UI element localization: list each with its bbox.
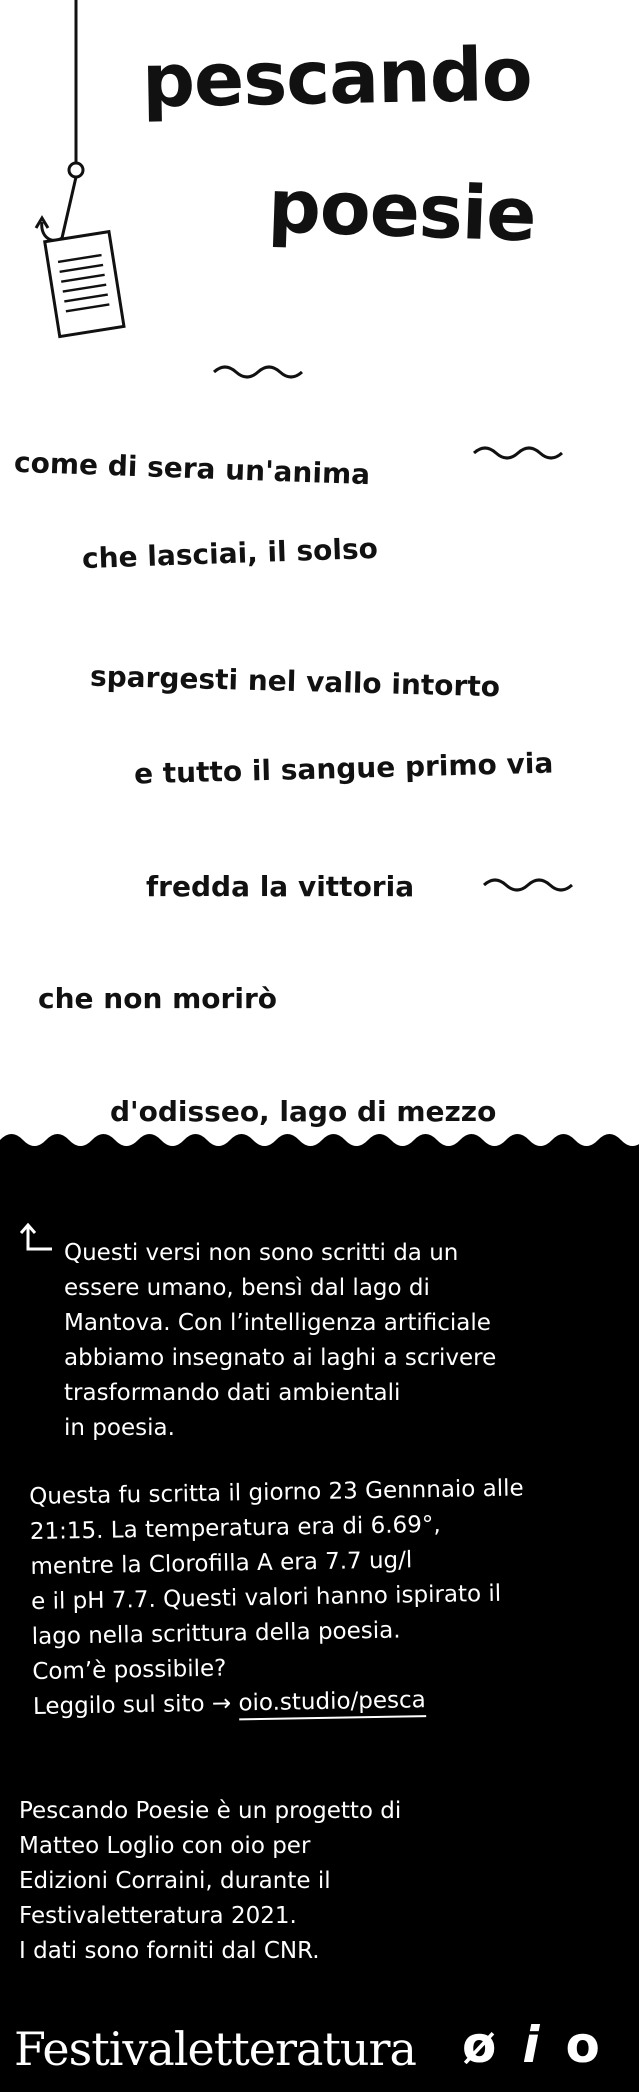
poem-line: fredda la vittoria	[146, 870, 415, 903]
poem-line: e tutto il sangue primo via	[133, 746, 554, 791]
credits-text: Pescando Poesie è un progetto di Matteo Loglio con oio per Edizioni Corraini, durante il Festivaletteratura 2021. I dati sono forniti dal CNR.	[19, 1798, 402, 1964]
poem-line: che non morirò	[38, 982, 277, 1015]
oio-logo: ø i o	[462, 2016, 600, 2074]
title-line-2: poesie	[266, 163, 538, 259]
festivaletteratura-logo: Festivaletteratura	[14, 2022, 416, 2076]
title-line-1: pescando	[141, 31, 533, 125]
poem-line: che lasciai, il solso	[81, 531, 379, 576]
intro-text: Questi versi non sono scritti da un essere umano, bensì dal lago di Mantova. Con l’intelligenza artificiale abbiamo insegnato ai laghi a scrivere trasformando dati ambientali in poesia.	[64, 1240, 497, 1441]
poem-line: come di sera un'anima	[13, 445, 371, 492]
squiggle-icon	[482, 875, 582, 895]
site-link[interactable]: oio.studio/pesca	[238, 1687, 426, 1720]
poem-line: d'odisseo, lago di mezzo	[110, 1095, 497, 1128]
details-text: Questa fu scritta il giorno 23 Gennnaio alle 21:15. La temperatura era di 6.69°, mentre la Clorofilla A era 7.7 ug/l e il pH 7.7. Questi valori hanno ispirato il lago nella scrittura della poesia. Com’è possibile? Leggilo sul sito → oio.studio/pesca	[29, 1475, 524, 1720]
squiggle-icon	[212, 362, 312, 382]
info-section	[0, 1146, 639, 2092]
fishing-hook-paper-icon	[20, 0, 130, 350]
squiggle-icon	[472, 443, 572, 463]
poem-line: spargesti nel vallo intorto	[89, 659, 501, 704]
read-prefix: Leggilo sul sito →	[32, 1690, 232, 1720]
arrow-up-left-icon	[20, 1221, 56, 1253]
